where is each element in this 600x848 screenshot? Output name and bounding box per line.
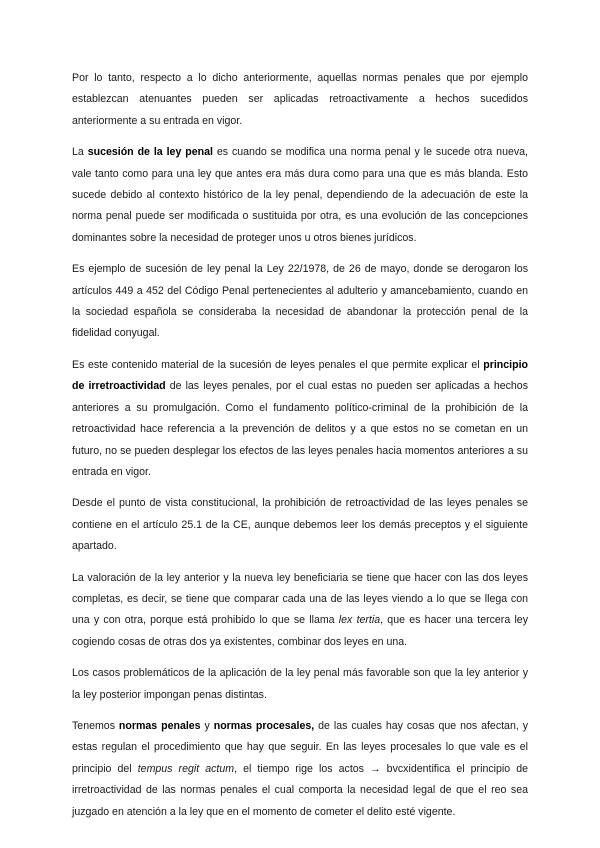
paragraph-8-text-a: Tenemos — [72, 719, 119, 732]
paragraph-8-text-c: de las cuales hay cosas que nos afectan, y estas regulan el procedimiento que hay que seguir. En las leyes procesales lo que vale es el principio del — [72, 719, 529, 775]
paragraph-6-text-b: , que es hacer una tercera ley cogiendo cosas de otras dos ya existentes, combinar dos leyes en una. — [72, 614, 528, 648]
term-normas-penales: normas penales — [118, 719, 201, 732]
paragraph-8-text-d: , el tiempo rige los actos → bvcxidentifica el principio de irretroactividad de las normas penales el cual comporta la necesidad legal de que el reo sea juzgado en atención a la ley que en el momento de cometer el delito esté vigente. — [72, 762, 528, 818]
paragraph-2-text-a: La — [72, 146, 88, 159]
paragraph-2 — [72, 142, 528, 249]
term-lex-tertia: lex tertia — [338, 614, 381, 627]
paragraph-3 — [72, 259, 528, 345]
paragraph-4-text-a: Es este contenido material de la sucesión de leyes penales el que permite explicar el — [72, 358, 484, 371]
paragraph-7-text: Los casos problemáticos de la aplicación de la ley penal más favorable son que la ley anterior y la ley posterior impongan penas distintas. — [72, 667, 528, 701]
document-body — [72, 68, 528, 833]
paragraph-5 — [72, 493, 528, 557]
paragraph-6-text-a: La valoración de la ley anterior y la nueva ley beneficiaria se tiene que hacer con las dos leyes completas, es decir, se tiene que comparar cada una de las leyes viendo a lo que se llega con una y con otra, porque está prohibido lo que se llama — [72, 571, 528, 627]
paragraph-8 — [72, 716, 528, 823]
paragraph-7 — [72, 663, 528, 706]
term-sucesion-ley-penal: sucesión de la ley penal — [87, 146, 213, 159]
paragraph-8-text-b: y — [200, 719, 214, 732]
term-tempus-regit-actum: tempus regit actum — [137, 762, 235, 775]
term-normas-procesales: normas procesales, — [213, 719, 315, 732]
paragraph-5-text: Desde el punto de vista constitucional, la prohibición de retroactividad de las leyes penales se contiene en el artículo 25.1 de la CE, aunque debemos leer los demás preceptos y el siguiente apartado. — [72, 497, 528, 553]
paragraph-6 — [72, 568, 528, 654]
paragraph-1 — [72, 68, 528, 132]
paragraph-3-text: Es ejemplo de sucesión de ley penal la Ley 22/1978, de 26 de mayo, donde se derogaron los artículos 449 a 452 del Código Penal pertenecientes al adulterio y amancebamiento, cuando en la sociedad española se consideraba la necesidad de abandonar la protección penal de la fidelidad conyugal. — [72, 263, 528, 340]
paragraph-2-text-b: es cuando se modifica una norma penal y le sucede otra nueva, vale tanto como para una ley que antes era más dura como para una que es más blanda. Esto sucede debido al contexto histórico de la ley penal, dependiendo de la adecuación de este la norma penal puede ser modificada o sustituida por otra, es una evolución de las concepciones dominantes sobre la necesidad de proteger unos u otros bienes jurídicos. — [72, 146, 528, 244]
paragraph-4 — [72, 355, 528, 483]
term-principio-irretroactividad: principio de irretroactividad — [72, 358, 528, 393]
paragraph-1-text: Por lo tanto, respecto a lo dicho anteriormente, aquellas normas penales que por ejemplo establezcan atenuantes pueden ser aplicadas retroactivamente a hechos sucedidos anteriormente a su entrada en vigor. — [72, 72, 528, 127]
paragraph-4-text-b: de las leyes penales, por el cual estas no pueden ser aplicadas a hechos anteriores a su promulgación. Como el fundamento político-criminal de la prohibición de la retroactividad hace referencia a la prevención de delitos y a que estos no se cometan en un futuro, no se pueden desplegar los efectos de las leyes penales hacia momentos anteriores a su entrada en vigor. — [72, 380, 528, 478]
